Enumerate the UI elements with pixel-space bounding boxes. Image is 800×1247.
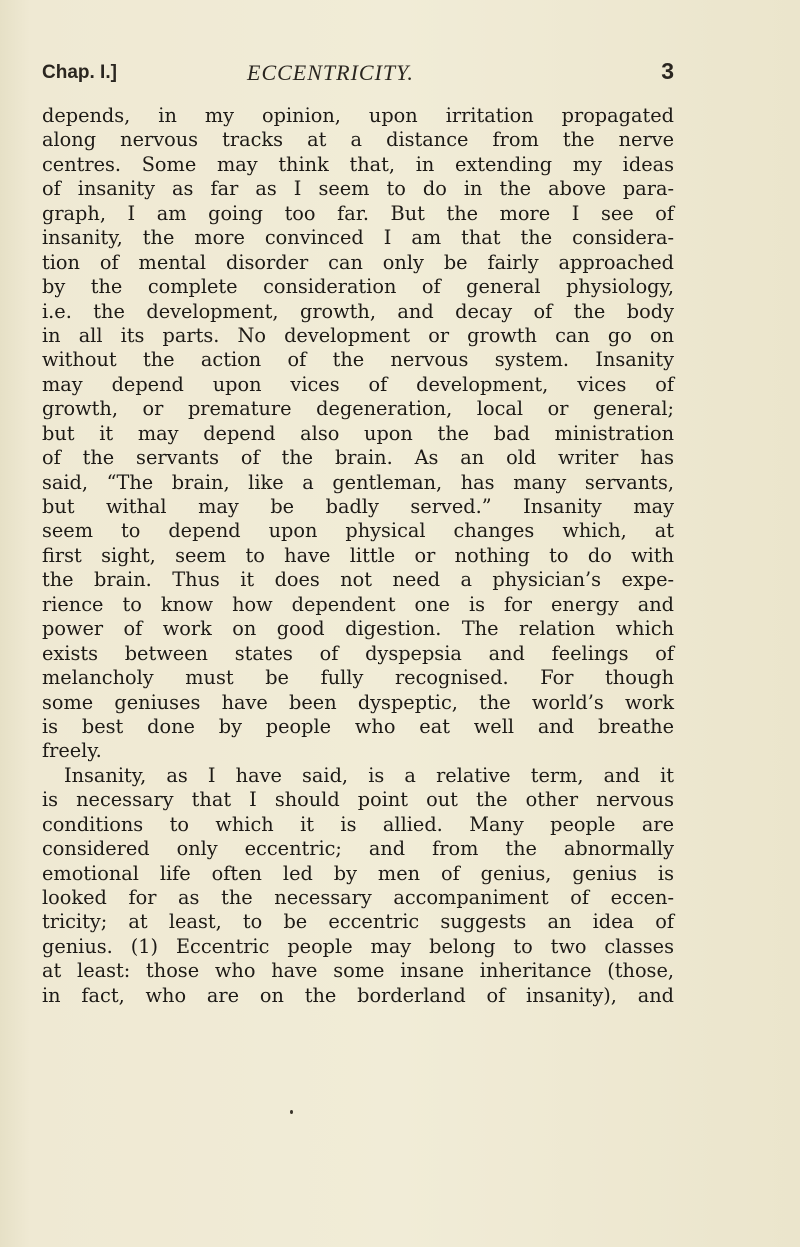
text-line: some geniuses have been dyspeptic, the world’s work: [42, 690, 674, 714]
text-line: emotional life often led by men of genius, genius is: [42, 861, 674, 885]
text-line: of the servants of the brain. As an old writer has: [42, 446, 674, 470]
text-line: rience to know how dependent one is for energy and: [42, 592, 674, 616]
text-line: melancholy must be fully recognised. For though: [42, 666, 674, 690]
text-line: of insanity as far as I seem to do in the above para-: [42, 177, 674, 201]
text-line: centres. Some may think that, in extending my ideas: [42, 152, 674, 176]
running-title: ECCENTRICITY.: [247, 60, 414, 85]
text-line: power of work on good digestion. The relation which: [42, 617, 674, 641]
text-line: is best done by people who eat well and breathe: [42, 714, 674, 738]
text-line: at least: those who have some insane inheritance (those,: [42, 959, 674, 983]
text-line: is necessary that I should point out the other nervous: [42, 788, 674, 812]
body-text: [42, 104, 674, 1008]
text-line: first sight, seem to have little or nothing to do with: [42, 543, 674, 567]
text-line: tion of mental disorder can only be fairly approached: [42, 250, 674, 274]
text-line: the brain. Thus it does not need a physician’s expe-: [42, 568, 674, 592]
text-line: but withal may be badly served.” Insanity may: [42, 495, 674, 518]
text-line: tricity; at least, to be eccentric suggests an idea of: [42, 910, 674, 934]
page-number: 3: [661, 58, 674, 84]
text-line: said, “The brain, like a gentleman, has many servants,: [42, 470, 674, 494]
text-line: genius. (1) Eccentric people may belong to two classes: [42, 934, 674, 958]
text-line: in fact, who are on the borderland of insanity), and: [42, 983, 674, 1007]
paragraph-start-line: Insanity, as I have said, is a relative term, and it: [64, 763, 674, 787]
text-line: considered only eccentric; and from the abnormally: [42, 837, 674, 861]
ink-speck: [290, 1110, 293, 1114]
text-line: along nervous tracks at a distance from the nerve: [42, 128, 674, 152]
text-line: seem to depend upon physical changes which, at: [42, 519, 674, 543]
running-header: [42, 58, 674, 88]
text-line: conditions to which it is allied. Many people are: [42, 812, 674, 836]
text-line: looked for as the necessary accompaniment of eccen-: [42, 886, 674, 909]
text-line: by the complete consideration of general physiology,: [42, 275, 674, 299]
text-line: in all its parts. No development or growth can go on: [42, 323, 674, 347]
text-line: insanity, the more convinced I am that the considera-: [42, 226, 674, 250]
text-line: growth, or premature degeneration, local or general;: [42, 397, 674, 421]
chapter-label: Chap. I.]: [42, 62, 117, 83]
text-line: without the action of the nervous system. Insanity: [42, 348, 674, 372]
text-line: graph, I am going too far. But the more I see of: [42, 201, 674, 225]
text-line: exists between states of dyspepsia and feelings of: [42, 641, 674, 665]
text-line: but it may depend also upon the bad ministration: [42, 421, 674, 445]
text-line: depends, in my opinion, upon irritation propagated: [42, 104, 674, 127]
text-line: i.e. the development, growth, and decay of the body: [42, 299, 674, 323]
text-line: may depend upon vices of development, vices of: [42, 372, 674, 396]
text-line: freely.: [42, 739, 102, 763]
